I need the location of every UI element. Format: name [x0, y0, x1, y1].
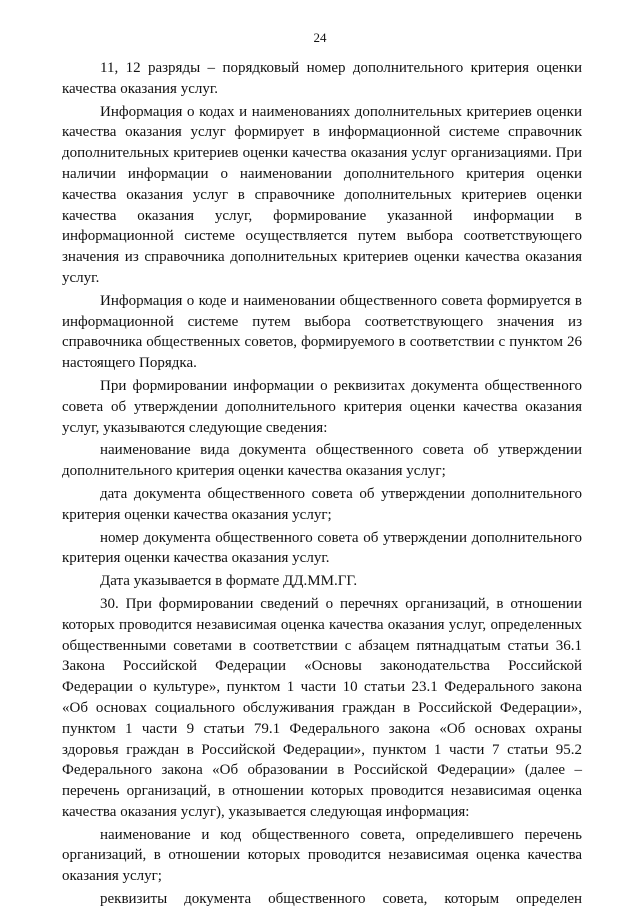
paragraph-requisites: реквизиты документа общественного совета, которым определен — [100, 891, 582, 908]
paragraph-section-30: 30. При формировании сведений о перечнях организаций, в отношении которых проводится независимая оценка качества оказания услуг, определенных общественными советами в соответствии с абзацем пятнадцатым статьи 36.1 Закона Российской Федерации «Основы законодательства Российской Федерации о культуре», пунктом 1 части 10 статьи 23.1 Федерального закона «Об основах социального обслуживания граждан в Российской Федерации», пунктом 1 части 9 статьи 79.1 Федерального закона «Об основах охраны здоровья граждан в Российской Федерации», пунктом 1 части 7 статьи 95.2 Федерального закона «Об образовании в Российской Федерации» (далее – перечень организаций, в отношении которых проводится независимая оценка качества оказания услуг), указывается следующая информация: — [62, 595, 582, 820]
document-body — [62, 58, 582, 912]
paragraph-document-number: номер документа общественного совета об утверждении дополнительного критерия оценки качества оказания услуг. — [62, 529, 582, 567]
paragraph-criteria-codes: Информация о кодах и наименованиях дополнительных критериев оценки качества оказания услуг формирует в информационной системе справочник дополнительных критериев оценки качества оказания услуг организациями. При наличии информации о наименовании дополнительного критерия оценки качества оказания услуг в справочнике дополнительных критериев оценки качества оказания услуг, формирование указанной информации в информационной системе осуществляется путем выбора соответствующего значения из справочника дополнительных критериев оценки качества оказания услуг. — [62, 103, 582, 286]
page-number: 24 — [313, 30, 327, 45]
paragraph-document-date: дата документа общественного совета об утверждении дополнительного критерия оценки качества оказания услуг; — [62, 485, 582, 523]
paragraph-document-type: наименование вида документа общественного совета об утверждении дополнительного критерия оценки качества оказания услуг; — [62, 442, 582, 480]
paragraph-council-name-code: наименование и код общественного совета, определившего перечень организаций, в отношении которых проводится независимая оценка качества оказания услуг; — [62, 826, 582, 885]
paragraph-council-code: Информация о коде и наименовании общественного совета формируется в информационной системе путем выбора соответствующего значения из справочника общественных советов, формируемого в соответствии с пунктом 26 настоящего Порядка. — [62, 292, 582, 372]
paragraph-ranks: 11, 12 разряды – порядковый номер дополнительного критерия оценки качества оказания услуг. — [62, 60, 582, 97]
paragraph-document-requisites: При формировании информации о реквизитах документа общественного совета об утверждении дополнительного критерия оценки качества оказания услуг, указываются следующие сведения: — [62, 377, 582, 436]
paragraph-date-format: Дата указывается в формате ДД.ММ.ГГ. — [100, 573, 358, 590]
